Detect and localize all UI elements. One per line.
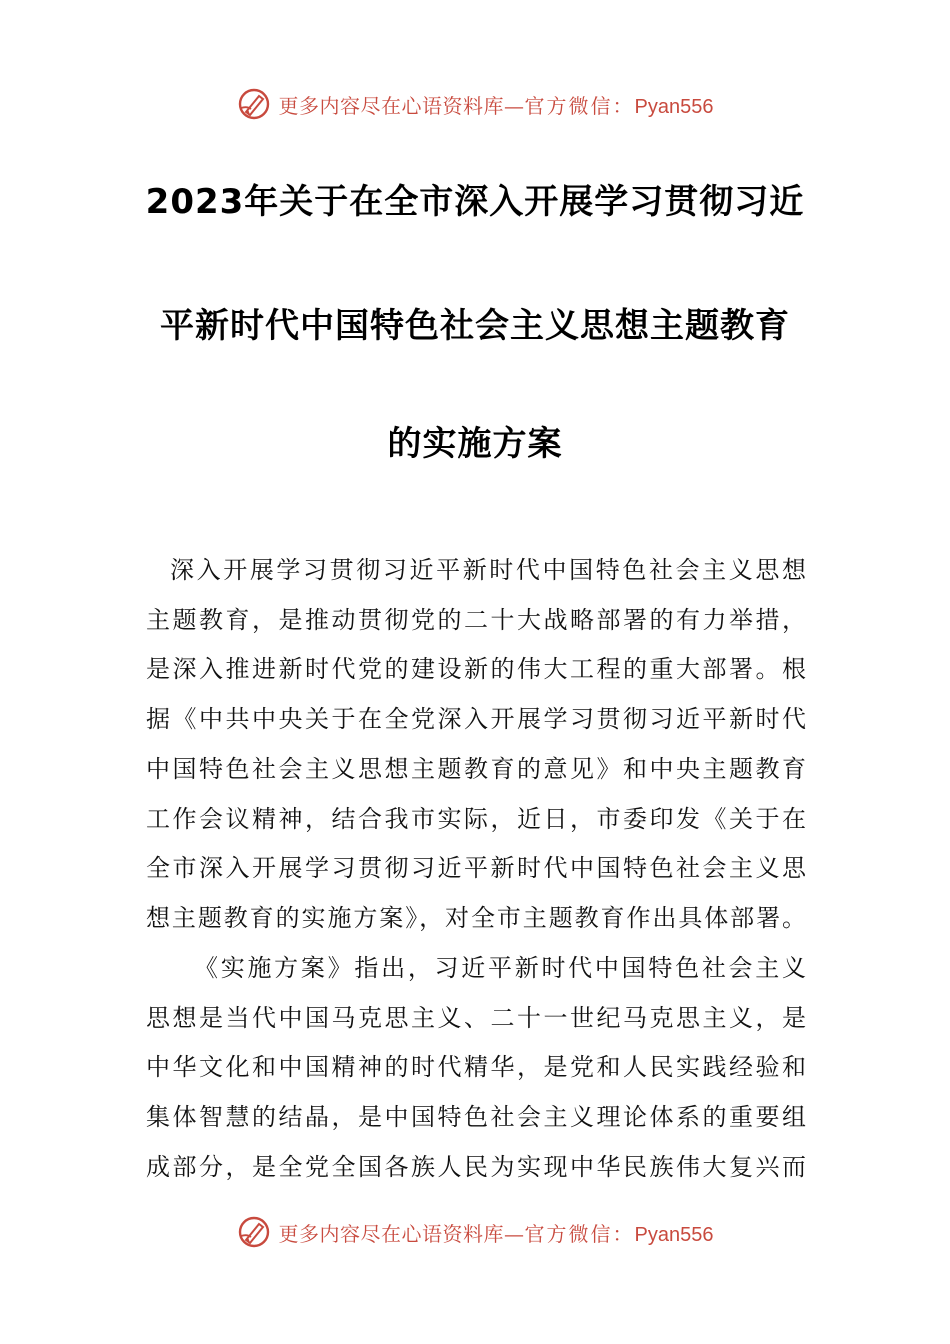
watermark-text <box>279 1218 714 1247</box>
watermark-wechat-label: 官方微信： <box>524 93 635 118</box>
paragraph-1-line: 中国特色社会主义思想主题教育的意见》和中央主题教育 <box>146 755 806 783</box>
paragraph-1-line: 据《中共中央关于在全党深入开展学习贯彻习近平新时代 <box>146 705 806 733</box>
paragraph-1-line: 深入开展学习贯彻习近平新时代中国特色社会主义思想 <box>170 556 806 584</box>
paragraph-2-line: 成部分，是全党全国各族人民为实现中华民族伟大复兴而 <box>146 1153 806 1181</box>
watermark-separator: — <box>504 93 525 118</box>
paragraph-1-line: 全市深入开展学习贯彻习近平新时代中国特色社会主义思 <box>146 854 806 882</box>
pen-logo-icon <box>237 1215 271 1249</box>
paragraph-2-line: 思想是当代中国马克思主义、二十一世纪马克思主义，是 <box>146 1004 806 1032</box>
header-watermark <box>0 84 950 124</box>
watermark-text <box>279 90 714 119</box>
watermark-wechat-id: Pyan556 <box>634 95 714 118</box>
footer-watermark <box>0 1212 950 1252</box>
paragraph-2-line: 集体智慧的结晶，是中国特色社会主义理论体系的重要组 <box>146 1103 806 1131</box>
paragraph-1-line: 是深入推进新时代党的建设新的伟大工程的重大部署。根 <box>146 655 806 683</box>
pen-logo-icon <box>237 87 271 121</box>
document-title-line-2: 平新时代中国特色社会主义思想主题教育 <box>160 306 790 346</box>
watermark-separator: — <box>504 1221 525 1246</box>
document-title-line-3: 的实施方案 <box>387 424 563 464</box>
document-title-line-1: 2023年关于在全市深入开展学习贯彻习近 <box>145 182 805 222</box>
paragraph-1-line: 想主题教育的实施方案》，对全市主题教育作出具体部署。 <box>146 904 806 932</box>
paragraph-2-line: 中华文化和中国精神的时代精华，是党和人民实践经验和 <box>146 1053 806 1081</box>
watermark-brand: 更多内容尽在心语资料库 <box>278 1221 505 1246</box>
paragraph-2-line: 《实施方案》指出，习近平新时代中国特色社会主义 <box>194 954 806 982</box>
watermark-wechat-label: 官方微信： <box>524 1221 635 1246</box>
watermark-wechat-id: Pyan556 <box>634 1223 714 1246</box>
paragraph-1-line: 工作会议精神，结合我市实际，近日，市委印发《关于在 <box>146 805 806 833</box>
paragraph-1-line: 主题教育，是推动贯彻党的二十大战略部署的有力举措， <box>146 606 806 634</box>
watermark-brand: 更多内容尽在心语资料库 <box>278 93 505 118</box>
